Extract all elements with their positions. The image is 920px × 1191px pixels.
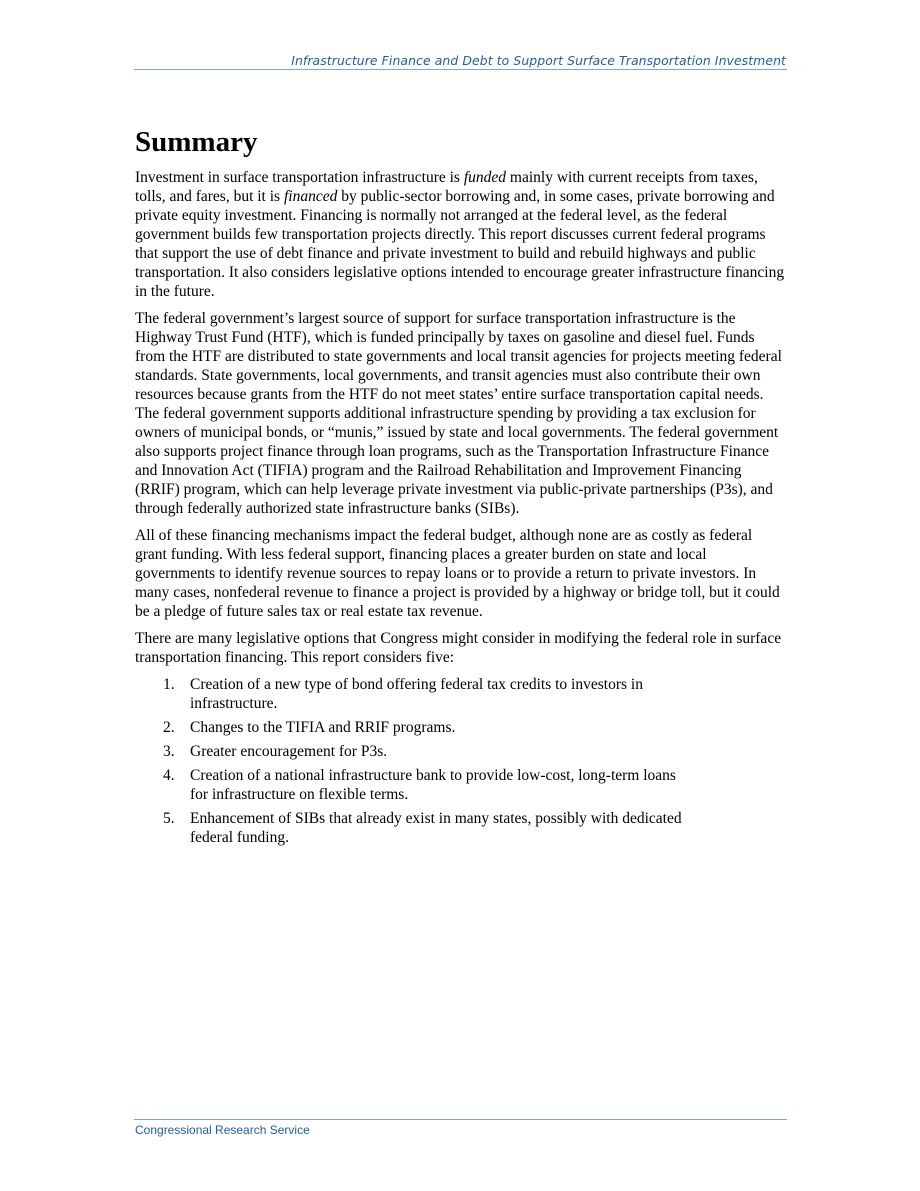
list-item: [135, 718, 685, 737]
summary-paragraph-1: [135, 168, 787, 301]
list-item: [135, 675, 685, 713]
paragraph-text: by public-sector borrowing and, in some cases, private borrowing and private equity investment. Financing is normally not arranged at the federal level, as the federal government builds few transportation projects directly. This report discusses current federal programs that support the use of debt finance and private investment to build and rebuild highways and public transportation. It also considers legislative options intended to encourage greater infrastructure financing in the future.: [135, 188, 785, 300]
paragraph-text: Investment in surface transportation infrastructure is: [135, 169, 464, 186]
emphasis-financed: financed: [283, 188, 338, 205]
list-item-text: Enhancement of SIBs that already exist in many states, possibly with dedicated federal funding.: [190, 810, 682, 846]
list-item-text: Creation of a new type of bond offering federal tax credits to investors in infrastructure.: [190, 676, 643, 712]
list-item-text: Greater encouragement for P3s.: [190, 743, 388, 760]
summary-paragraph-3: All of these financing mechanisms impact the federal budget, although none are as costly as federal grant funding. With less federal support, financing places a greater burden on state and local governments to identify revenue sources to repay loans or to provide a return to private investors. In many cases, nonfederal revenue to finance a project is provided by a highway or bridge toll, but it could be a pledge of future sales tax or real estate tax revenue.: [135, 527, 780, 620]
list-item-number: 3.: [163, 743, 175, 760]
page-title: Summary: [135, 126, 258, 158]
summary-body: [135, 168, 787, 852]
list-item-text: Creation of a national infrastructure bank to provide low-cost, long-term loans for infrastructure on flexible terms.: [190, 767, 676, 803]
list-item: [135, 766, 685, 804]
header-divider: [134, 69, 787, 70]
summary-paragraph-2: The federal government’s largest source of support for surface transportation infrastructure is the Highway Trust Fund (HTF), which is funded principally by taxes on gasoline and diesel fuel. Funds from the HTF are distributed to state governments and local transit agencies for projects meeting federal standards. State governments, local governments, and transit agencies must also contribute their own resources because grants from the HTF do not meet states’ entire surface transportation capital needs. The federal government supports additional infrastructure spending by providing a tax exclusion for owners of municipal bonds, or “munis,” issued by state and local governments. The federal government also supports project finance through loan programs, such as the Transportation Infrastructure Finance and Innovation Act (TIFIA) program and the Railroad Rehabilitation and Improvement Financing (RRIF) program, which can help leverage private investment via public-private partnerships (P3s), and through federally authorized state infrastructure banks (SIBs).: [135, 310, 782, 517]
list-item-number: 1.: [163, 676, 175, 693]
running-header-title: Infrastructure Finance and Debt to Support Surface Transportation Investment: [291, 53, 786, 68]
footer-publisher: Congressional Research Service: [135, 1123, 310, 1137]
footer-divider: [134, 1119, 787, 1120]
list-item-number: 2.: [163, 719, 175, 736]
list-item: [135, 742, 685, 761]
list-item-text: Changes to the TIFIA and RRIF programs.: [190, 719, 456, 736]
list-item: [135, 809, 685, 847]
list-item-number: 5.: [163, 810, 175, 827]
paragraph-text: mainly with current receipts from taxes, tolls, and fares, but it is: [135, 169, 758, 205]
legislative-options-list: [135, 675, 787, 847]
list-item-number: 4.: [163, 767, 175, 784]
emphasis-funded: funded: [463, 169, 507, 186]
summary-paragraph-4: There are many legislative options that Congress might consider in modifying the federal role in surface transportation financing. This report considers five:: [135, 630, 782, 666]
